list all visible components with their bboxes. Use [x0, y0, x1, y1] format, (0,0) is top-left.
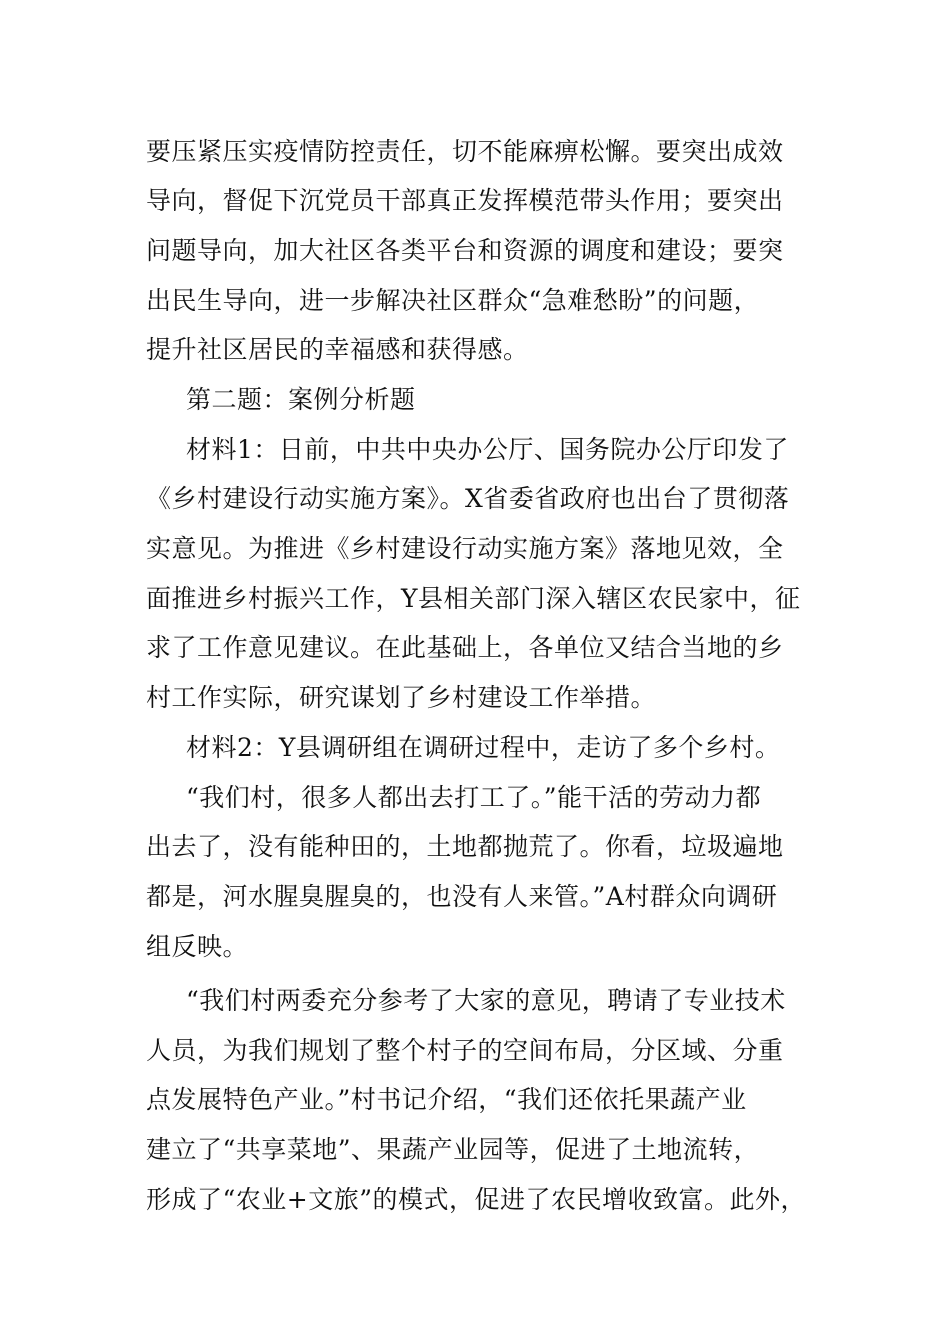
text-line: “我们村，很多人都出去打工了。”能干活的劳动力都 [186, 783, 762, 812]
text-line: 形成了“农业+文旅”的模式，促进了农民增收致富。此外， [146, 1185, 807, 1214]
text-line: 出去了，没有能种田的，土地都抛荒了。你看，垃圾遍地 [146, 832, 784, 861]
text-line: 导向，督促下沉党员干部真正发挥模范带头作用；要突出 [146, 186, 784, 215]
text-line: 问题导向，加大社区各类平台和资源的调度和建设；要突 [146, 236, 784, 265]
text-line: 都是，河水腥臭腥臭的，也没有人来管。”A村群众向调研 [146, 882, 778, 911]
text-line: 要压紧压实疫情防控责任，切不能麻痹松懈。要突出成效 [146, 137, 784, 166]
text-line: 建立了“共享菜地”、果蔬产业园等，促进了土地流转， [146, 1135, 760, 1164]
text-line: 《乡村建设行动实施方案》。X省委省政府也出台了贯彻落 [146, 484, 790, 513]
text-line: 人员，为我们规划了整个村子的空间布局，分区域、分重 [146, 1036, 784, 1065]
text-line: 提升社区居民的幸福感和获得感。 [146, 335, 529, 364]
text-line: 出民生导向，进一步解决社区群众“急难愁盼”的问题， [146, 286, 760, 315]
text-line: 材料1：日前，中共中央办公厅、国务院办公厅印发了 [186, 435, 789, 464]
text-line: 材料2：Y县调研组在调研过程中，走访了多个乡村。 [186, 733, 781, 762]
section-heading: 第二题：案例分析题 [186, 385, 416, 414]
text-line: 点发展特色产业。”村书记介绍，“我们还依托果蔬产业 [146, 1085, 747, 1114]
text-line: 组反映。 [146, 932, 249, 961]
text-line: “我们村两委充分参考了大家的意见，聘请了专业技术 [186, 986, 786, 1015]
text-line: 实意见。为推进《乡村建设行动实施方案》落地见效，全 [146, 534, 784, 563]
text-line: 面推进乡村振兴工作，Y县相关部门深入辖区农民家中，征 [146, 584, 801, 613]
text-line: 村工作实际，研究谋划了乡村建设工作举措。 [146, 683, 657, 712]
text-line: 求了工作意见建议。在此基础上，各单位又结合当地的乡 [146, 633, 784, 662]
